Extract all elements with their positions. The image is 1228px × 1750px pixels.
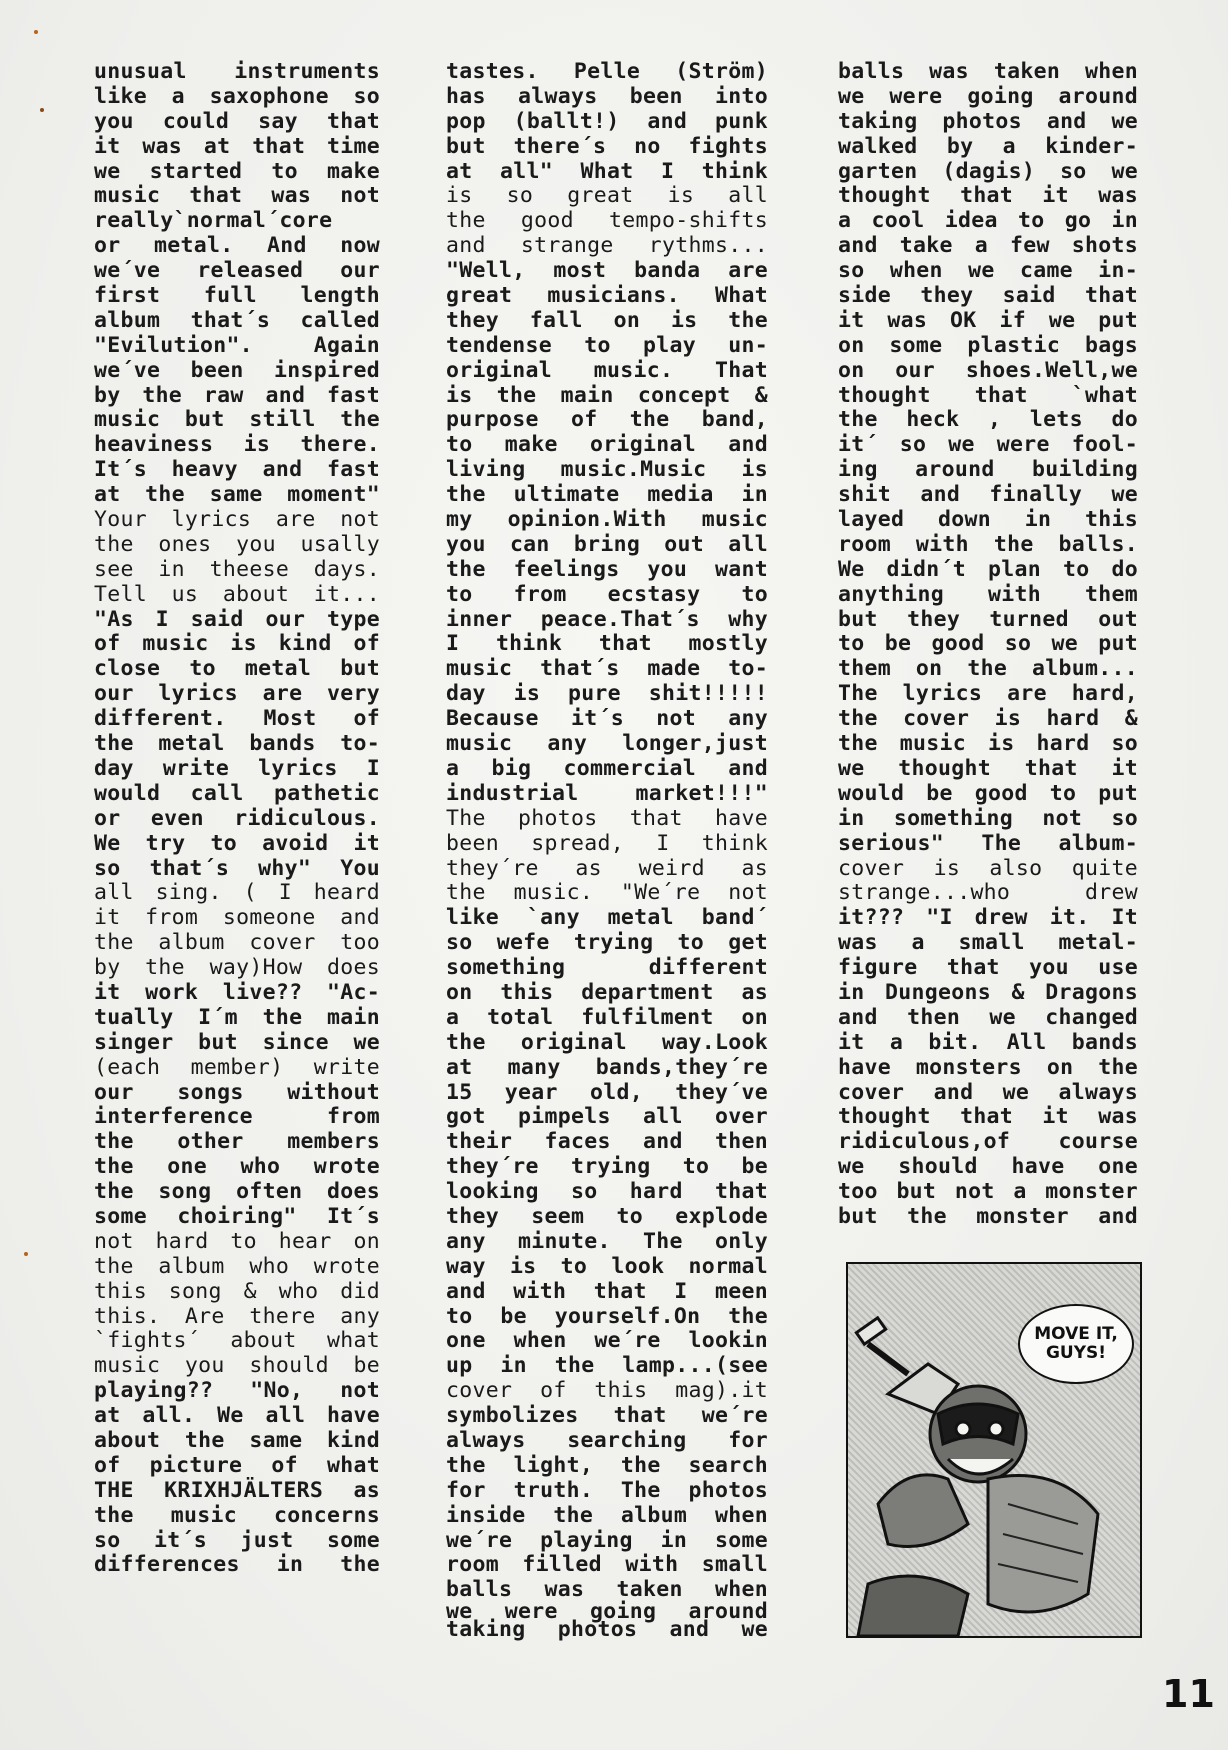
speech-bubble: MOVE IT, GUYS! (1018, 1304, 1134, 1384)
text-line: the feelings you want (446, 556, 768, 582)
text-line: garten (dagis) so we (838, 158, 1138, 184)
text-line: thought that it was (838, 1104, 1138, 1130)
text-line: cover is also quite (838, 855, 1138, 881)
text-line: cover and we always (838, 1079, 1138, 1105)
text-line: they´re trying to be (446, 1154, 768, 1180)
text-line: or metal. And now (94, 233, 380, 259)
text-line: too but not a monster (838, 1179, 1138, 1205)
text-line: any minute. The only (446, 1228, 768, 1254)
text-line: serious" The album- (838, 830, 1138, 856)
text-line: our lyrics are very (94, 681, 380, 707)
text-line: like `any metal band´ (446, 905, 768, 931)
text-line: taking photos and we (838, 108, 1138, 134)
text-line: we´ve been inspired (94, 357, 380, 383)
text-line: of picture of what (94, 1452, 380, 1478)
text-line: so when we came in- (838, 258, 1138, 284)
text-line: on some plastic bags (838, 332, 1138, 358)
text-line: always searching for (446, 1427, 768, 1453)
text-line: differences in the (94, 1552, 380, 1578)
text-line: we´ve released our (94, 258, 380, 284)
text-line: cover of this mag).it (446, 1378, 768, 1404)
text-line: Your lyrics are not (94, 507, 380, 533)
text-line: The photos that have (446, 805, 768, 831)
text-line: this. Are there any (94, 1303, 380, 1329)
text-line: thought that `what (838, 382, 1138, 408)
text-line: the music is hard so (838, 731, 1138, 757)
text-line: it work live?? "Ac- (94, 979, 380, 1005)
text-line: the ultimate media in (446, 482, 768, 508)
text-line: day is pure shit!!!!! (446, 681, 768, 707)
text-line: this song & who did (94, 1278, 380, 1304)
text-line: by the way)How does (94, 955, 380, 981)
text-line: the light, the search (446, 1452, 768, 1478)
text-line: so that´s why" You (94, 855, 380, 881)
text-line: in Dungeons & Dragons (838, 979, 1138, 1005)
text-line: so wefe trying to get (446, 930, 768, 956)
text-line: we thought that it (838, 755, 1138, 781)
text-line: 15 year old, they´ve (446, 1079, 768, 1105)
text-line: we´re playing in some (446, 1527, 768, 1553)
text-line: in something not so (838, 805, 1138, 831)
text-line: by the raw and fast (94, 382, 380, 408)
text-line: music you should be (94, 1353, 380, 1379)
text-line: I think that mostly (446, 631, 768, 657)
text-line: and take a few shots (838, 233, 1138, 259)
text-line: really`normal´core (94, 208, 333, 234)
text-line: has always been into (446, 83, 768, 109)
text-column-2 (446, 59, 768, 1643)
text-line: at the same moment" (94, 482, 380, 508)
text-line: the heck , lets do (838, 407, 1138, 433)
text-line: a cool idea to go in (838, 208, 1138, 234)
text-line: the music concerns (94, 1502, 380, 1528)
text-line: close to metal but (94, 656, 380, 682)
text-line: tually I´m the main (94, 1004, 380, 1030)
text-line: on our shoes.Well,we (838, 357, 1138, 383)
text-line: for truth. The photos (446, 1477, 768, 1503)
text-line: to be yourself.On the (446, 1303, 768, 1329)
text-line: (each member) write (94, 1054, 380, 1080)
text-line: the album who wrote (94, 1253, 380, 1279)
text-line: tendense to play un- (446, 332, 768, 358)
text-line: inside the album when (446, 1502, 768, 1528)
text-line: but there´s no fights (446, 133, 768, 159)
text-line: to be good so we put (838, 631, 1138, 657)
text-line: we were going around (446, 1599, 768, 1625)
text-line: music that´s made to- (446, 656, 768, 682)
text-line: so it´s just some (94, 1527, 380, 1553)
text-line: symbolizes that we´re (446, 1403, 768, 1429)
text-line: taking photos and we (446, 1617, 768, 1643)
text-line: they´re as weird as (446, 855, 768, 881)
text-line: singer but since we (94, 1029, 380, 1055)
text-line: way is to look normal (446, 1253, 768, 1279)
text-line: is so great is all (446, 183, 768, 209)
text-line: a total fulfilment on (446, 1004, 768, 1030)
text-line: unusual instruments (94, 59, 380, 84)
text-line: one when we´re lookin (446, 1328, 768, 1354)
text-line: different. Most of (94, 706, 380, 732)
text-line: room filled with small (446, 1552, 768, 1578)
text-line: the one who wrote (94, 1154, 380, 1180)
text-line: It´s heavy and fast (94, 457, 380, 483)
text-line: inner peace.That´s why (446, 606, 768, 632)
text-line: some choiring" It´s (94, 1203, 380, 1229)
text-line: of music is kind of (94, 631, 380, 657)
text-line: would be good to put (838, 780, 1138, 806)
text-line: but the monster and (838, 1203, 1138, 1229)
text-line: the cover is hard & (838, 706, 1138, 732)
text-line: heaviness is there. (94, 432, 380, 458)
text-line: music that was not (94, 183, 380, 209)
text-line: `fights´ about what (94, 1328, 380, 1354)
text-line: something different (446, 955, 768, 981)
text-line: ing around building (838, 457, 1138, 483)
text-line: we started to make (94, 158, 380, 184)
text-line: up in the lamp...(see (446, 1353, 768, 1379)
text-line: pop (ballt!) and punk (446, 108, 768, 134)
text-line: is the main concept & (446, 382, 768, 408)
paper-speck (34, 30, 38, 34)
text-line: they fall on is the (446, 307, 768, 333)
text-line: the good tempo-shifts (446, 208, 768, 234)
text-line: playing?? "No, not (94, 1378, 380, 1404)
text-line: industrial market!!!" (446, 780, 768, 806)
text-line: thought that it was (838, 183, 1138, 209)
text-line: looking so hard that (446, 1179, 768, 1205)
text-line: been spread, I think (446, 830, 768, 856)
text-line: and with that I meen (446, 1278, 768, 1304)
text-line: music but still the (94, 407, 380, 433)
text-line: the song often does (94, 1179, 380, 1205)
text-line: first full length (94, 283, 380, 309)
text-line: our songs without (94, 1079, 380, 1105)
text-line: my opinion.With music (446, 507, 768, 533)
text-line: We try to avoid it (94, 830, 380, 856)
text-line: layed down in this (838, 507, 1138, 533)
text-line: them on the album... (838, 656, 1138, 682)
text-line: interference from (94, 1104, 380, 1130)
text-line: have monsters on the (838, 1054, 1138, 1080)
text-line: tastes. Pelle (Ström) (446, 59, 768, 84)
text-line: the album cover too (94, 930, 380, 956)
text-line: on this department as (446, 979, 768, 1005)
text-line: We didn´t plan to do (838, 556, 1138, 582)
text-line: "Well, most banda are (446, 258, 768, 284)
text-line: about the same kind (94, 1427, 380, 1453)
text-line: would call pathetic (94, 780, 380, 806)
text-line: we should have one (838, 1154, 1138, 1180)
text-line: at many bands,they´re (446, 1054, 768, 1080)
text-line: got pimpels all over (446, 1104, 768, 1130)
text-line: it´ so we were fool- (838, 432, 1138, 458)
text-line: at all" What I think (446, 158, 768, 184)
text-line: a big commercial and (446, 755, 768, 781)
text-line: figure that you use (838, 955, 1138, 981)
text-line: or even ridiculous. (94, 805, 380, 831)
text-line: original music. That (446, 357, 768, 383)
text-line: day write lyrics I (94, 755, 380, 781)
text-line: the other members (94, 1129, 380, 1155)
text-line: it from someone and (94, 905, 380, 931)
text-line: see in theese days. (94, 556, 380, 582)
text-line: you can bring out all (446, 531, 768, 557)
text-column-3 (838, 60, 1138, 1230)
text-line: walked by a kinder- (838, 133, 1138, 159)
text-line: not hard to hear on (94, 1228, 380, 1254)
text-line: all sing. ( I heard (94, 880, 380, 906)
text-line: "Evilution". Again (94, 332, 380, 358)
text-line: it??? "I drew it. It (838, 905, 1138, 931)
text-line: strange...who drew (838, 880, 1138, 906)
text-line: at all. We all have (94, 1403, 380, 1429)
text-line: and strange rythms... (446, 233, 768, 259)
text-line: THE KRIXHJÄLTERS as (94, 1477, 380, 1503)
comic-panel (846, 1262, 1142, 1638)
text-line: "As I said our type (94, 606, 380, 632)
text-line: anything with them (838, 581, 1138, 607)
text-line: balls was taken when (838, 59, 1138, 84)
text-line: it a bit. All bands (838, 1029, 1138, 1055)
text-column-1 (94, 60, 380, 1578)
text-line: Because it´s not any (446, 706, 768, 732)
text-line: music any longer,just (446, 731, 768, 757)
text-line: to make original and (446, 432, 768, 458)
text-line: living music.Music is (446, 457, 768, 483)
text-line: it was OK if we put (838, 307, 1138, 333)
text-line: Tell us about it... (94, 581, 380, 607)
text-line: the metal bands to- (94, 731, 380, 757)
text-line: we were going around (838, 83, 1138, 109)
text-line: their faces and then (446, 1129, 768, 1155)
text-line: was a small metal- (838, 930, 1138, 956)
text-line: shit and finally we (838, 482, 1138, 508)
text-line: but they turned out (838, 606, 1138, 632)
text-line: it was at that time (94, 133, 380, 159)
text-line: purpose of the band, (446, 407, 768, 433)
text-line: the original way.Look (446, 1029, 768, 1055)
text-line: they seem to explode (446, 1203, 768, 1229)
text-line: ridiculous,of course (838, 1129, 1138, 1155)
text-line: side they said that (838, 283, 1138, 309)
text-line: balls was taken when (446, 1577, 768, 1603)
text-line: the music. "We´re not (446, 880, 768, 906)
paper-speck (40, 108, 44, 112)
text-line: you could say that (94, 108, 380, 134)
text-line: like a saxophone so (94, 83, 380, 109)
text-line: The lyrics are hard, (838, 681, 1138, 707)
text-line: the ones you usally (94, 531, 380, 557)
paper-speck (24, 1252, 28, 1256)
text-line: room with the balls. (838, 531, 1138, 557)
text-line: and then we changed (838, 1004, 1138, 1030)
text-line: album that´s called (94, 307, 380, 333)
page-number: 11 (1162, 1672, 1215, 1716)
text-line: to from ecstasy to (446, 581, 768, 607)
text-line: great musicians. What (446, 283, 768, 309)
